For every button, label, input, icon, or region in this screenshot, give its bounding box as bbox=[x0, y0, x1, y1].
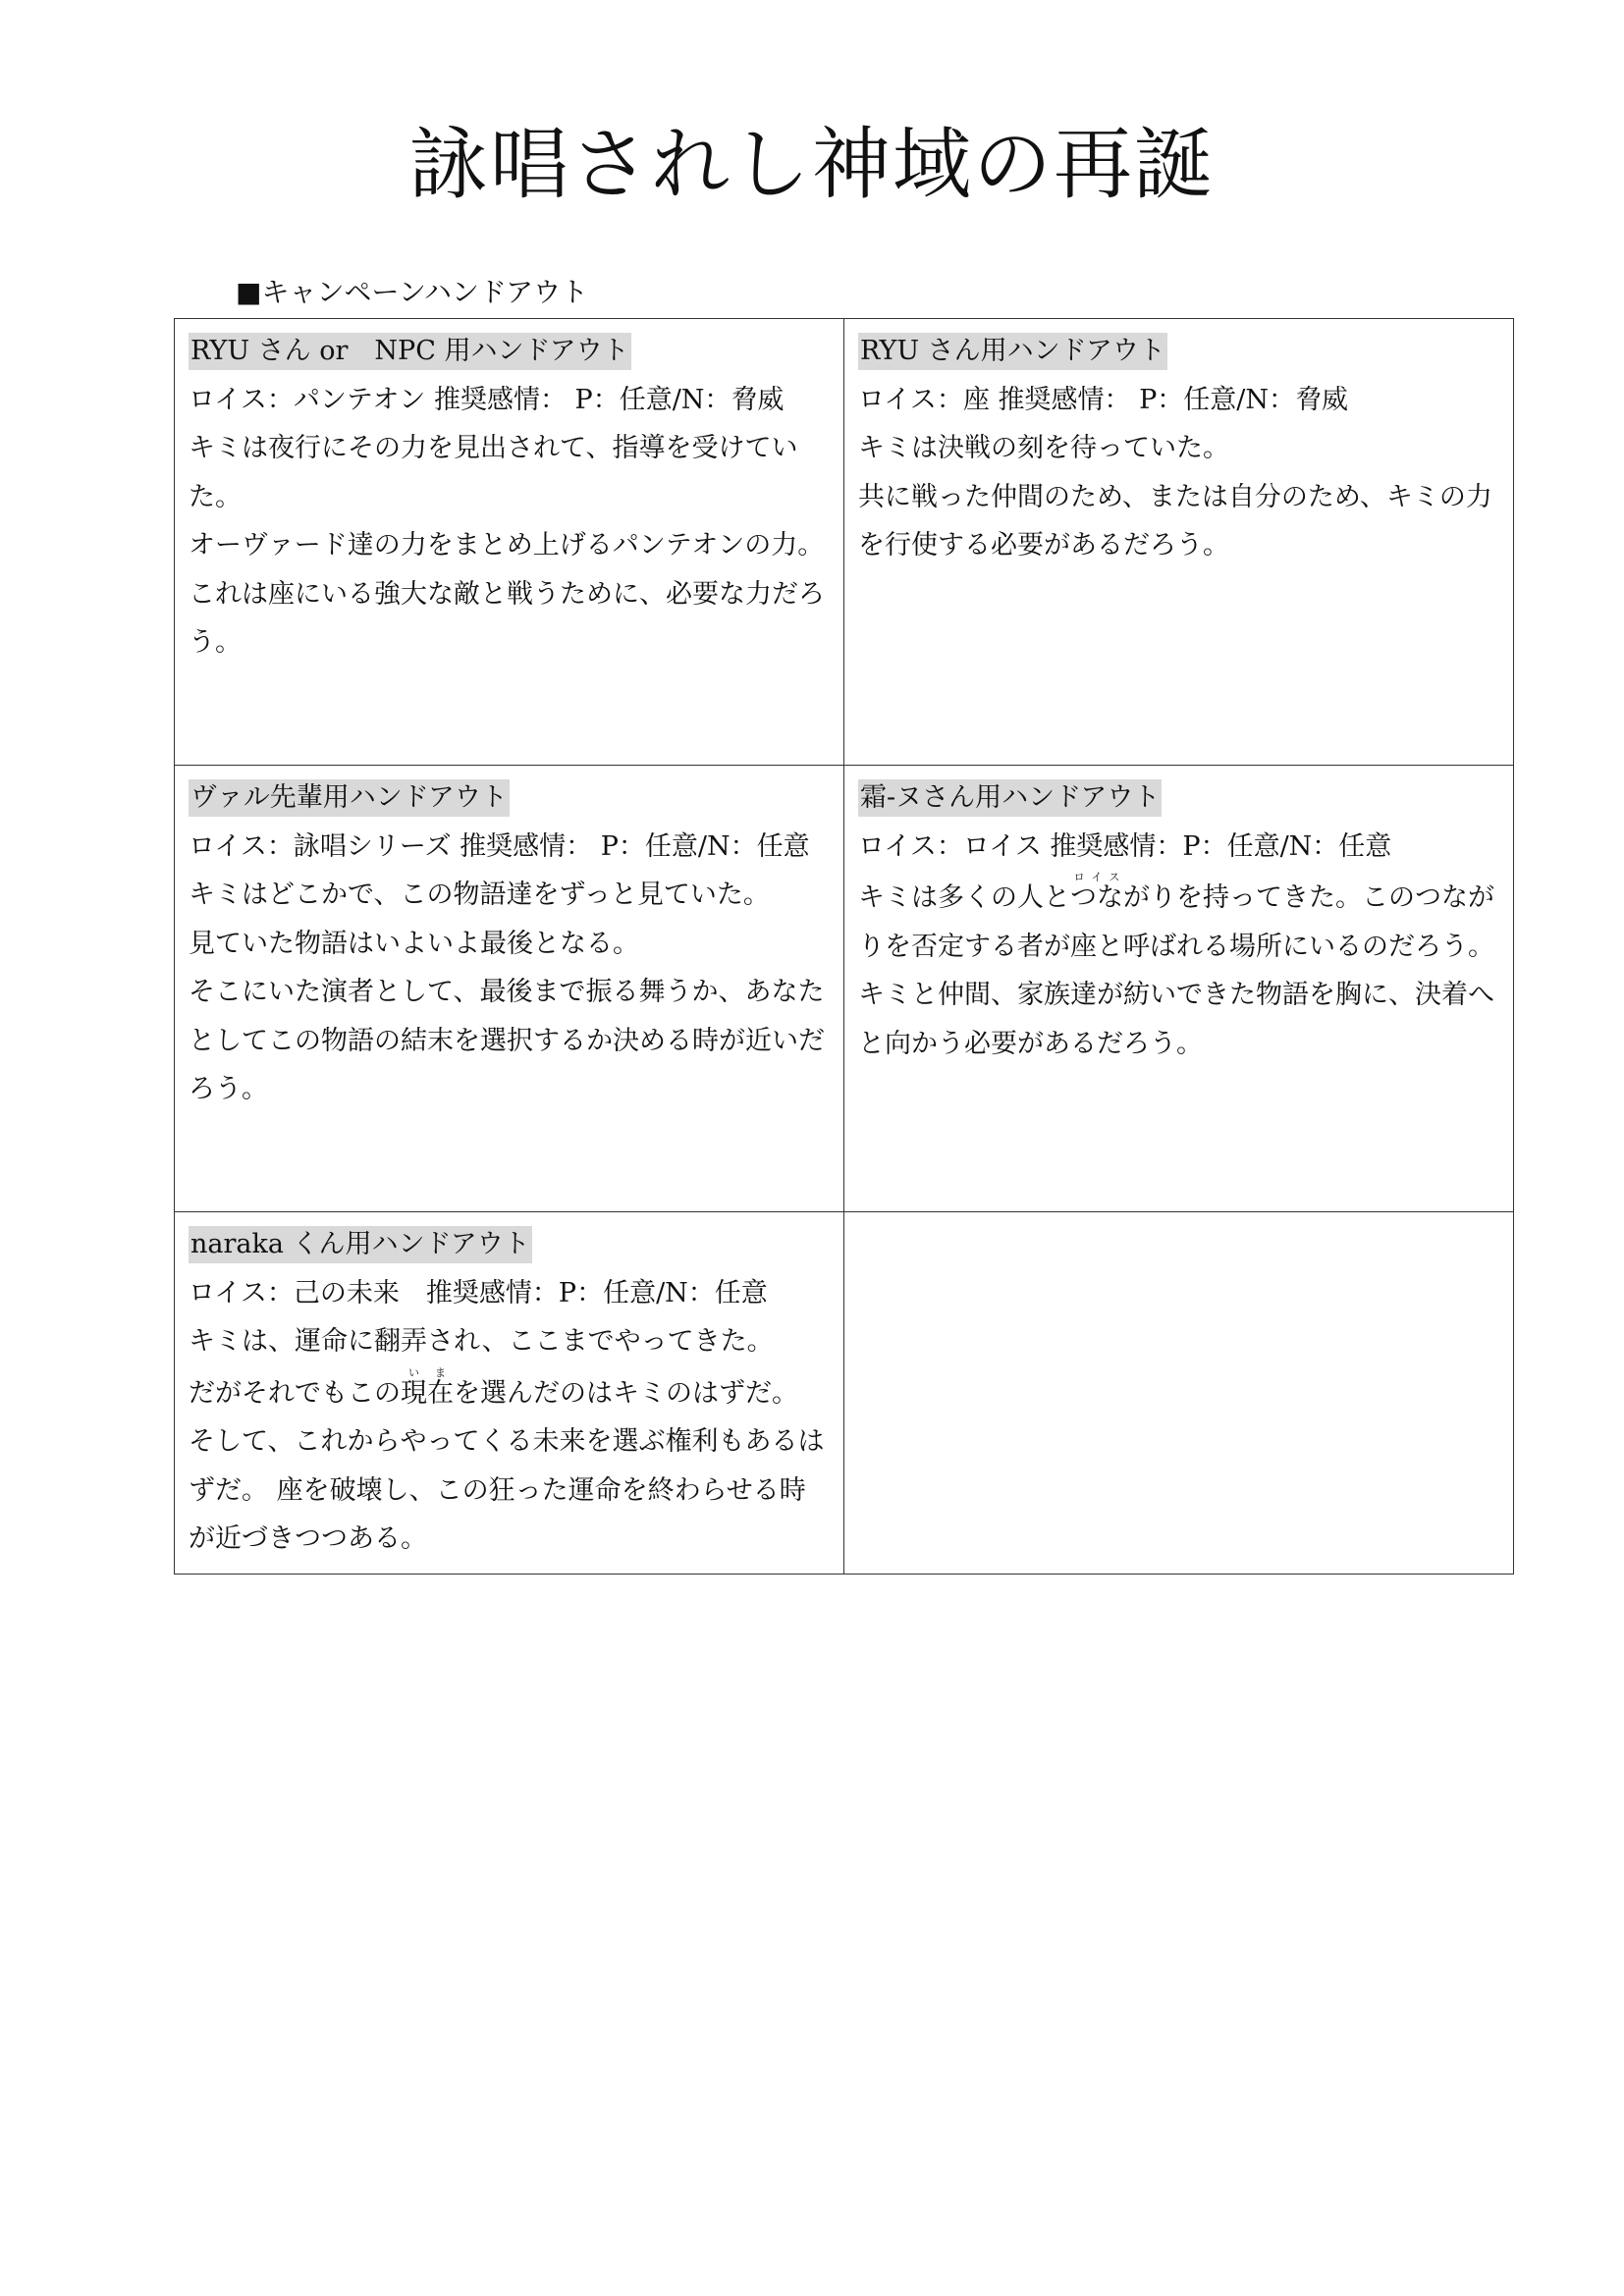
handout-title: 霜-ヌさん用ハンドアウト bbox=[858, 779, 1162, 817]
handout-cell-val-senpai bbox=[175, 766, 844, 1212]
ruby-after-text: を選んだのはキミのはずだ。 そして、これからやってくる未来を選ぶ権利もあるはずだ。 座を破壊し、この狂った運命を終わらせる時が近づきつつある。 bbox=[189, 1377, 825, 1554]
handout-text: キミは、運命に翻弄され、ここまでやってきた。 bbox=[189, 1326, 774, 1357]
ruby-before-text: キミは多くの人と bbox=[858, 882, 1070, 913]
table-row bbox=[175, 766, 1514, 1212]
handout-text-with-ruby bbox=[858, 871, 1499, 971]
handout-text: キミと仲間、家族達が紡いできた物語を胸に、決着へと向かう必要があるだろう。 bbox=[858, 980, 1494, 1059]
handout-title: ヴァル先輩用ハンドアウト bbox=[189, 779, 510, 817]
table-row bbox=[175, 319, 1514, 766]
handout-text: キミは夜行にその力を見出されて、指導を受けていた。 bbox=[189, 433, 798, 512]
handout-text: 共に戦った仲間のため、または自分のため、キミの力を行使する必要があるだろう。 bbox=[858, 481, 1492, 561]
handout-title: RYU さん用ハンドアウト bbox=[858, 333, 1167, 370]
ruby-word bbox=[401, 1365, 454, 1409]
handout-cell-naraka bbox=[175, 1212, 844, 1575]
handout-lois-line: ロイス：己の未来 推奨感情：P：任意/N：任意 bbox=[189, 1277, 768, 1308]
ruby-word bbox=[1070, 871, 1123, 913]
section-heading: ■キャンペーンハンドアウト bbox=[236, 276, 589, 308]
handout-title: naraka くん用ハンドアウト bbox=[189, 1226, 532, 1263]
handout-text: そこにいた演者として、最後まで振る舞うか、あなたとしてこの物語の結末を選択するか決める時が近いだろう。 bbox=[189, 977, 825, 1104]
ruby-reading: いま bbox=[401, 1365, 454, 1379]
handout-title: RYU さん or NPC 用ハンドアウト bbox=[189, 333, 631, 370]
document-title: 詠唱されし神域の再誕 bbox=[409, 119, 1215, 210]
handout-lois-line: ロイス：詠唱シリーズ 推奨感情： P：任意/N：任意 bbox=[189, 830, 810, 862]
handout-lois-line: ロイス：ロイス 推奨感情：P：任意/N：任意 bbox=[858, 830, 1392, 862]
handout-text-with-ruby bbox=[189, 1366, 830, 1564]
handout-lois-line: ロイス：パンテオン 推奨感情： P：任意/N：脅威 bbox=[189, 384, 785, 415]
handout-text: オーヴァード達の力をまとめ上げるパンテオンの力。 bbox=[189, 530, 825, 561]
handout-text: 見ていた物語はいよいよ最後となる。 bbox=[189, 928, 639, 959]
table-row bbox=[175, 1212, 1514, 1575]
ruby-reading: ロイス bbox=[1070, 871, 1123, 883]
ruby-after-text: がりを持ってきた。このつながりを否定する者が座と呼ばれる場所にいるのだろう。 bbox=[858, 882, 1494, 962]
ruby-base: つな bbox=[1070, 882, 1123, 913]
handout-table bbox=[174, 318, 1514, 1575]
handout-text: キミはどこかで、この物語達をずっと見ていた。 bbox=[189, 880, 770, 910]
ruby-before-text: だがそれでもこの bbox=[189, 1377, 401, 1409]
handout-text: これは座にいる強大な敵と戦うために、必要な力だろう。 bbox=[189, 578, 825, 658]
empty-cell bbox=[844, 1212, 1514, 1575]
handout-cell-shimo-nu bbox=[844, 766, 1514, 1212]
handout-cell-ryu-or-npc bbox=[175, 319, 844, 766]
handout-text: キミは決戦の刻を待っていた。 bbox=[858, 433, 1229, 463]
handout-lois-line: ロイス：座 推奨感情： P：任意/N：脅威 bbox=[858, 384, 1348, 415]
ruby-base: 現在 bbox=[401, 1377, 454, 1409]
handout-cell-ryu bbox=[844, 319, 1514, 766]
